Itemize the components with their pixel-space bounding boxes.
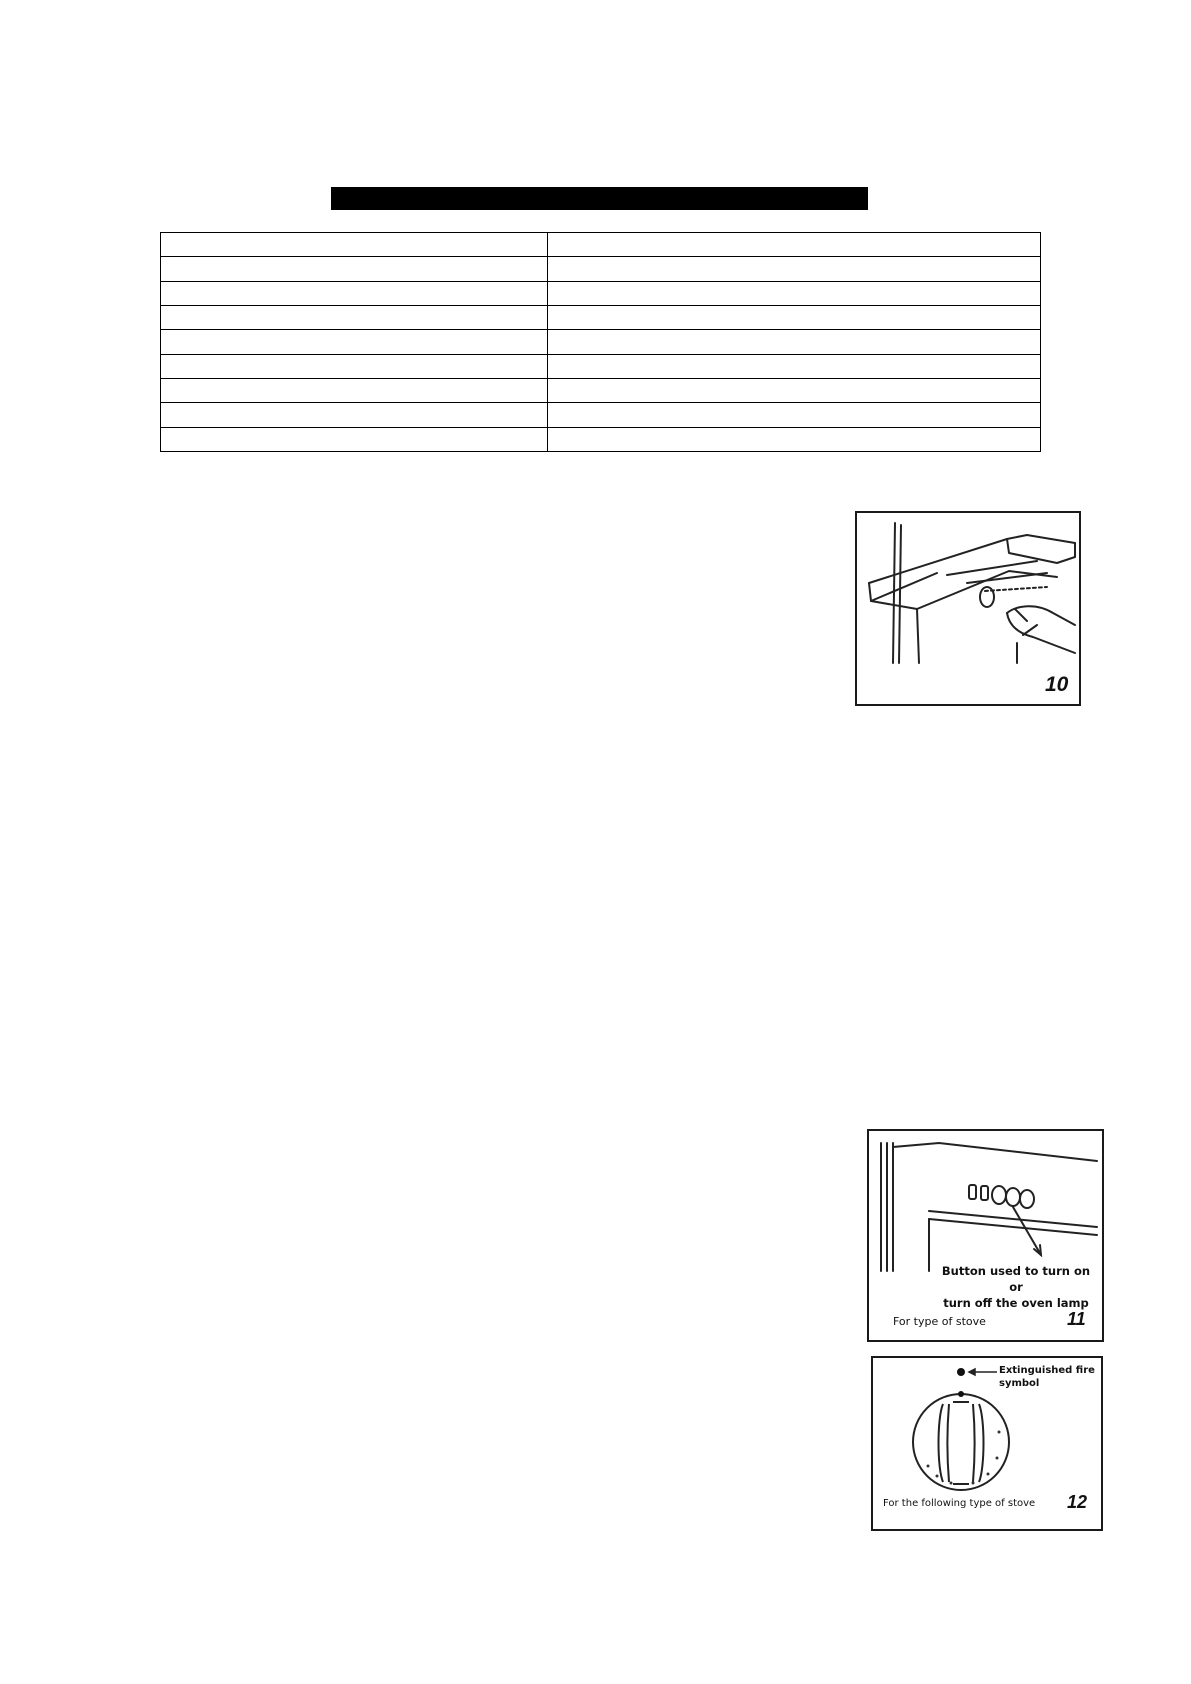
table-cell (161, 427, 548, 451)
figure-11-caption: For type of stove (893, 1315, 986, 1328)
table-cell (548, 378, 1041, 402)
table-cell (548, 354, 1041, 378)
table-cell (161, 233, 548, 257)
specification-table (160, 232, 1041, 452)
callout-line-1: Button used to turn on or (941, 1264, 1091, 1294)
callout-line-2: symbol (999, 1378, 1040, 1389)
figure-11 (867, 1129, 1104, 1342)
table-cell (548, 257, 1041, 281)
section-title-bar (331, 187, 868, 210)
table-cell (161, 330, 548, 354)
table-row (161, 378, 1041, 402)
table-row (161, 403, 1041, 427)
table-cell (548, 233, 1041, 257)
table-row (161, 281, 1041, 305)
figure-number: 10 (1045, 673, 1069, 696)
table-cell (161, 403, 548, 427)
table-row (161, 330, 1041, 354)
figure-12 (871, 1356, 1103, 1531)
table-cell (161, 378, 548, 402)
table-cell (161, 354, 548, 378)
table-cell (548, 427, 1041, 451)
table-row (161, 427, 1041, 451)
table-row (161, 257, 1041, 281)
table-cell (161, 305, 548, 329)
table-row (161, 233, 1041, 257)
figure-11-callout (941, 1263, 1091, 1311)
table-cell (161, 281, 548, 305)
figure-10 (855, 511, 1081, 706)
table-cell (548, 330, 1041, 354)
callout-line-1: Extinguished fire (999, 1365, 1095, 1376)
table-cell (548, 281, 1041, 305)
table-cell (548, 305, 1041, 329)
figure-12-caption: For the following type of stove (883, 1498, 1036, 1509)
table-cell (548, 403, 1041, 427)
figure-number: 11 (1067, 1309, 1086, 1329)
table-row (161, 305, 1041, 329)
callout-line-2: turn off the oven lamp (943, 1296, 1089, 1310)
table-row (161, 354, 1041, 378)
figure-12-callout (999, 1364, 1095, 1390)
table-cell (161, 257, 548, 281)
figure-number: 12 (1067, 1492, 1088, 1512)
